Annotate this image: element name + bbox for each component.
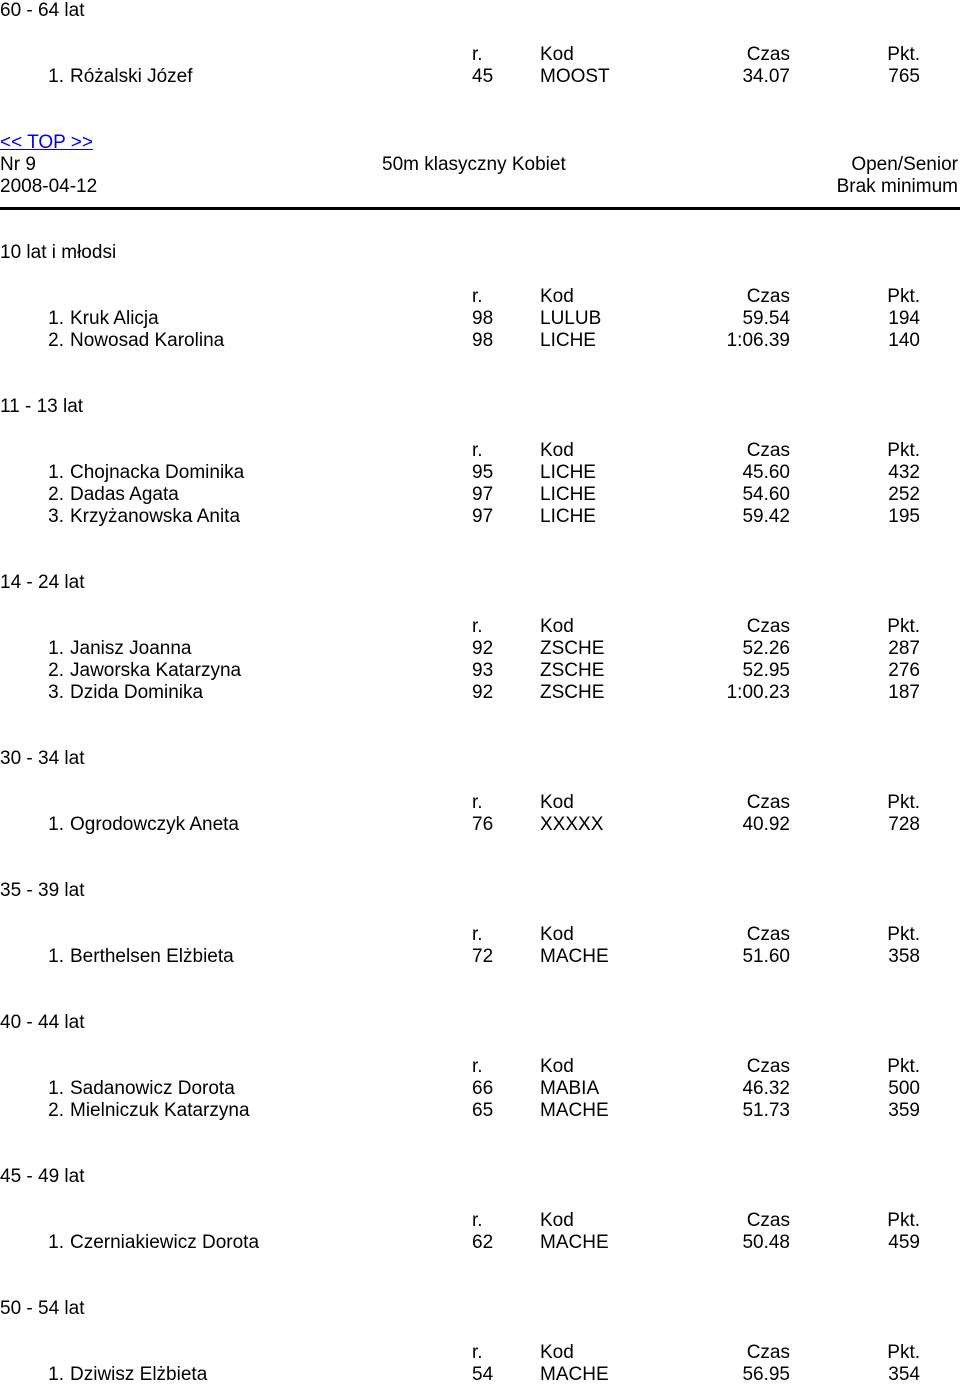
col-code-header: Kod [540,440,574,461]
col-code-header: Kod [540,1056,574,1077]
group-title: 40 - 44 lat [0,1012,85,1033]
column-header [0,1342,960,1364]
points: 252 [888,484,920,505]
swimmer-name: Różalski Józef [70,66,193,87]
group-title-line [0,572,960,594]
time: 50.48 [742,1232,790,1253]
points: 459 [888,1232,920,1253]
swimmer-name: Dzida Dominika [70,682,204,703]
swimmer-name: Ogrodowczyk Aneta [70,814,239,835]
birth-year: 98 [472,330,494,351]
birth-year: 92 [472,638,494,659]
place: 1. [48,1364,64,1385]
result-row [0,682,960,704]
col-code-header: Kod [540,924,574,945]
birth-year: 54 [472,1364,494,1385]
col-code-header: Kod [540,792,574,813]
result-row [0,946,960,968]
swimmer-name: Dadas Agata [70,484,179,505]
place: 2. [48,1100,64,1121]
club-code: MACHE [540,1232,609,1253]
swimmer-name: Jaworska Katarzyna [70,660,242,681]
col-year-header: r. [472,924,483,945]
column-header [0,286,960,308]
place: 2. [48,484,64,505]
group-title: 10 lat i młodsi [0,242,117,263]
group-title-line [0,1012,960,1034]
club-code: LICHE [540,330,596,351]
club-code: LULUB [540,308,602,329]
place: 1. [48,462,64,483]
col-time-header: Czas [746,440,790,461]
group-title-line [0,748,960,770]
time: 1:06.39 [726,330,790,351]
points: 287 [888,638,920,659]
col-year-header: r. [472,792,483,813]
col-points-header: Pkt. [887,286,920,307]
column-header [0,440,960,462]
group-title: 11 - 13 lat [0,396,84,417]
result-row [0,484,960,506]
col-year-header: r. [472,44,483,65]
place: 1. [48,1232,64,1253]
column-header [0,924,960,946]
group-title: 30 - 34 lat [0,748,85,769]
club-code: XXXXX [540,814,604,835]
swimmer-name: Sadanowicz Dorota [70,1078,235,1099]
col-points-header: Pkt. [887,616,920,637]
points: 765 [888,66,920,87]
points: 359 [888,1100,920,1121]
col-year-header: r. [472,440,483,461]
col-time-header: Czas [746,616,790,637]
club-code: MACHE [540,1100,609,1121]
club-code: MACHE [540,1364,609,1385]
time: 51.60 [742,946,790,967]
col-points-header: Pkt. [887,792,920,813]
column-header [0,616,960,638]
swimmer-name: Krzyżanowska Anita [70,506,241,527]
group-title: 60 - 64 lat [0,0,85,21]
col-points-header: Pkt. [887,1210,920,1231]
points: 194 [888,308,920,329]
club-code: LICHE [540,506,596,527]
time: 52.26 [742,638,790,659]
birth-year: 76 [472,814,494,835]
col-code-header: Kod [540,1210,574,1231]
time: 56.95 [742,1364,790,1385]
col-time-header: Czas [746,1342,790,1363]
time: 51.73 [742,1100,790,1121]
birth-year: 62 [472,1232,494,1253]
event-category: Open/Senior [851,154,958,175]
points: 354 [888,1364,920,1385]
group-title-line [0,880,960,902]
swimmer-name: Kruk Alicja [70,308,159,329]
group-title: 35 - 39 lat [0,880,85,901]
swimmer-name: Mielniczuk Katarzyna [70,1100,250,1121]
group-title-line [0,242,960,264]
place: 1. [48,638,64,659]
birth-year: 97 [472,506,494,527]
col-time-header: Czas [746,924,790,945]
swimmer-name: Janisz Joanna [70,638,192,659]
col-points-header: Pkt. [887,44,920,65]
points: 728 [888,814,920,835]
prev-group-title [0,0,960,22]
col-time-header: Czas [746,1056,790,1077]
club-code: MABIA [540,1078,600,1099]
club-code: ZSCHE [540,682,605,703]
club-code: LICHE [540,462,596,483]
event-date: 2008-04-12 [0,176,98,197]
col-year-header: r. [472,616,483,637]
column-header [0,1056,960,1078]
place: 1. [48,1078,64,1099]
result-row [0,660,960,682]
swimmer-name: Berthelsen Elżbieta [70,946,234,967]
col-points-header: Pkt. [887,924,920,945]
result-row [0,506,960,528]
result-row [0,330,960,352]
result-row [0,638,960,660]
birth-year: 95 [472,462,494,483]
points: 195 [888,506,920,527]
result-row [0,1078,960,1100]
place: 3. [48,506,64,527]
club-code: MACHE [540,946,609,967]
col-code-header: Kod [540,286,574,307]
club-code: ZSCHE [540,660,605,681]
group-title-line [0,1166,960,1188]
col-code-header: Kod [540,44,574,65]
col-year-header: r. [472,1342,483,1363]
column-header [0,792,960,814]
group-title: 50 - 54 lat [0,1298,85,1319]
birth-year: 45 [472,66,494,87]
club-code: ZSCHE [540,638,605,659]
place: 1. [48,946,64,967]
result-row [0,308,960,330]
time: 34.07 [742,66,790,87]
col-time-header: Czas [746,44,790,65]
birth-year: 72 [472,946,494,967]
result-row [0,1100,960,1122]
birth-year: 97 [472,484,494,505]
nav-row [0,132,960,154]
event-number: Nr 9 [0,154,36,175]
time: 52.95 [742,660,790,681]
time: 45.60 [742,462,790,483]
prev-group-column-header [0,44,960,66]
club-code: LICHE [540,484,596,505]
group-title-line [0,396,960,418]
col-time-header: Czas [746,286,790,307]
event-subheader [0,176,960,198]
col-code-header: Kod [540,1342,574,1363]
swimmer-name: Chojnacka Dominika [70,462,245,483]
header-divider [0,207,960,210]
event-header [0,154,960,176]
col-year-header: r. [472,1056,483,1077]
birth-year: 65 [472,1100,494,1121]
event-minimum: Brak minimum [836,176,958,197]
birth-year: 98 [472,308,494,329]
points: 276 [888,660,920,681]
place: 1. [48,814,64,835]
time: 40.92 [742,814,790,835]
top-link[interactable]: << TOP >> [0,132,93,153]
col-year-header: r. [472,1210,483,1231]
result-row [0,1232,960,1254]
col-year-header: r. [472,286,483,307]
time: 59.42 [742,506,790,527]
col-points-header: Pkt. [887,440,920,461]
col-time-header: Czas [746,792,790,813]
time: 59.54 [742,308,790,329]
result-row [0,814,960,836]
swimmer-name: Nowosad Karolina [70,330,225,351]
time: 54.60 [742,484,790,505]
club-code: MOOST [540,66,610,87]
place: 1. [48,308,64,329]
result-row [0,66,960,88]
result-row [0,462,960,484]
place: 2. [48,330,64,351]
column-header [0,1210,960,1232]
birth-year: 66 [472,1078,494,1099]
col-time-header: Czas [746,1210,790,1231]
time: 1:00.23 [726,682,790,703]
birth-year: 92 [472,682,494,703]
group-title: 14 - 24 lat [0,572,85,593]
swimmer-name: Dziwisz Elżbieta [70,1364,208,1385]
swimmer-name: Czerniakiewicz Dorota [70,1232,260,1253]
col-code-header: Kod [540,616,574,637]
col-points-header: Pkt. [887,1056,920,1077]
group-title: 45 - 49 lat [0,1166,85,1187]
group-title-line [0,1298,960,1320]
birth-year: 93 [472,660,494,681]
place: 1. [48,66,64,87]
event-name: 50m klasyczny Kobiet [382,154,566,175]
points: 358 [888,946,920,967]
points: 187 [888,682,920,703]
points: 140 [888,330,920,351]
col-points-header: Pkt. [887,1342,920,1363]
place: 2. [48,660,64,681]
points: 500 [888,1078,920,1099]
points: 432 [888,462,920,483]
time: 46.32 [742,1078,790,1099]
place: 3. [48,682,64,703]
